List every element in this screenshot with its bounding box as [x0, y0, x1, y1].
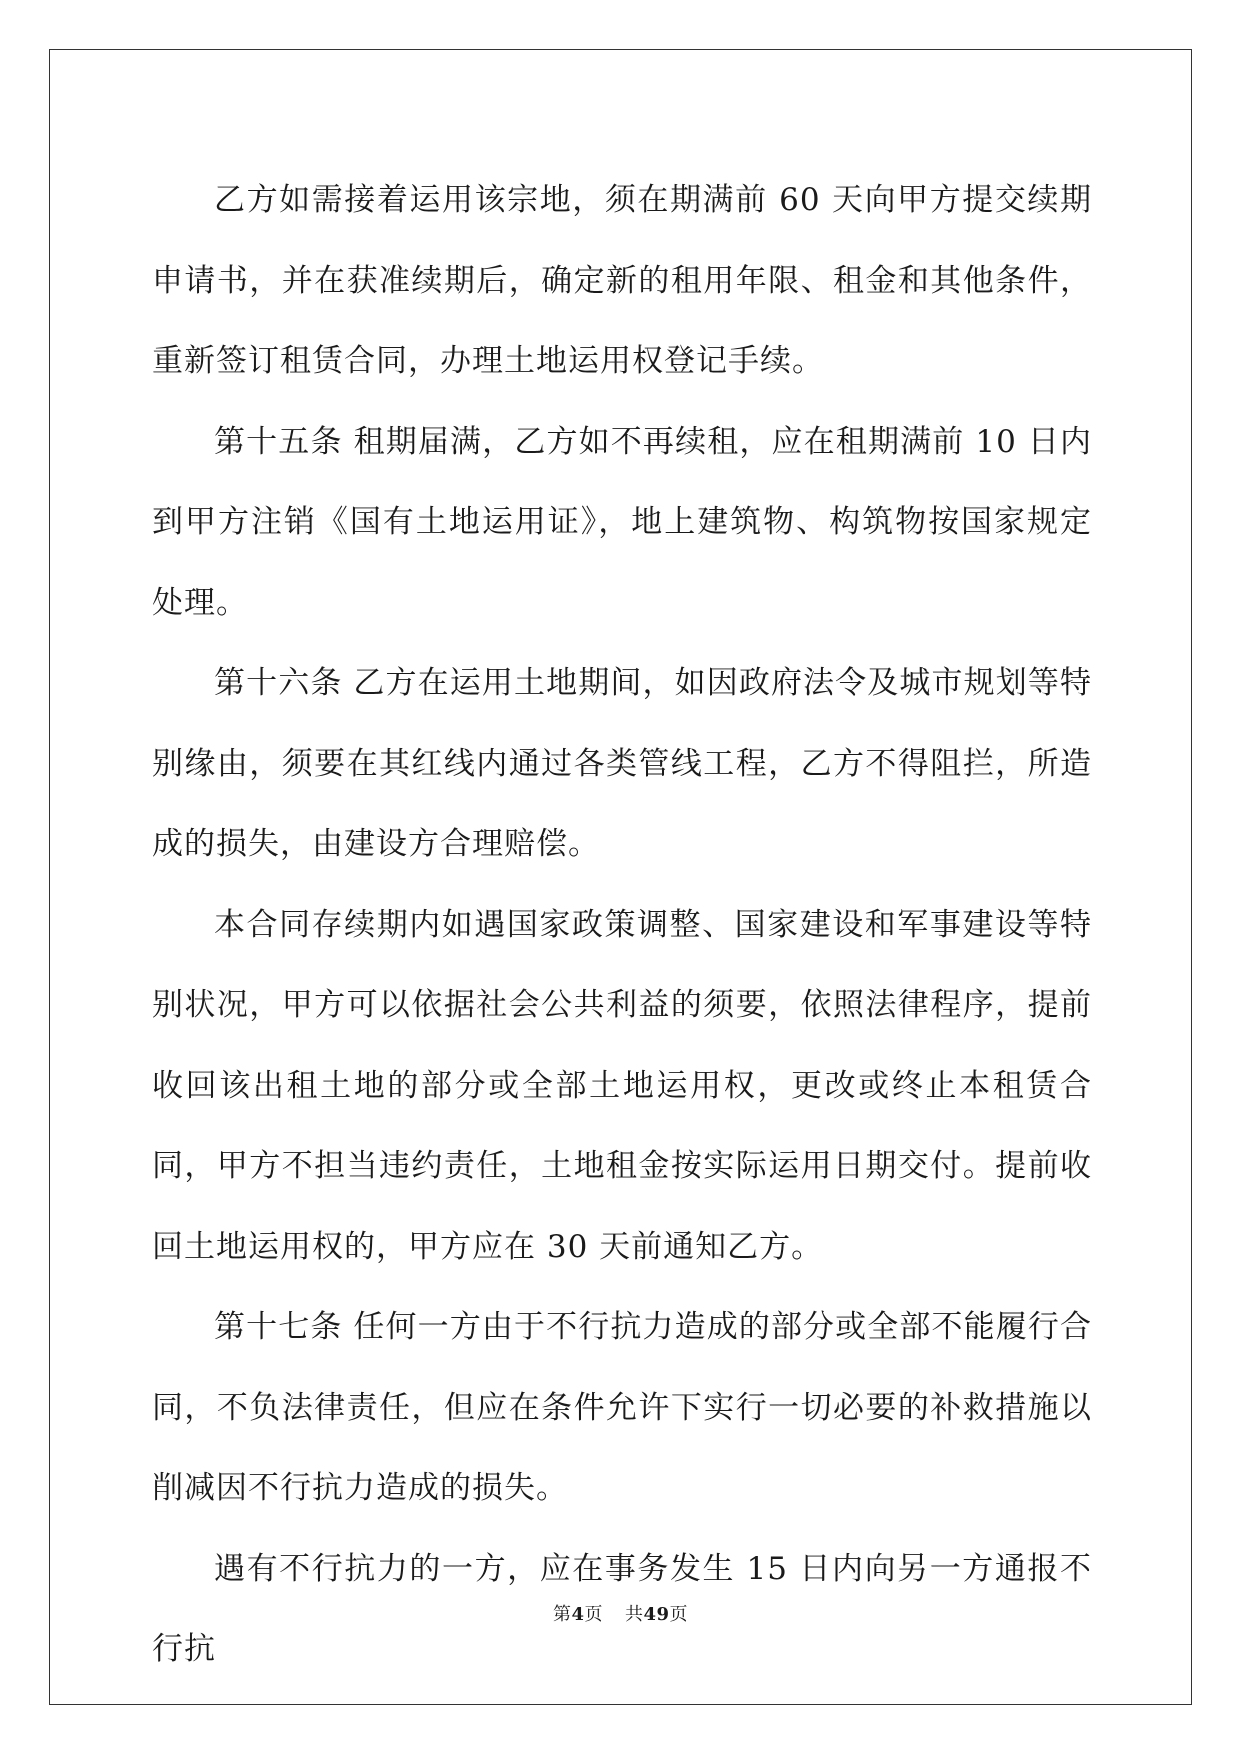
total-suffix: 页	[669, 1604, 689, 1625]
total-pages: 49	[643, 1604, 670, 1625]
total-prefix: 共	[624, 1604, 644, 1625]
paragraph-article-15: 第十五条 租期届满，乙方如不再续租，应在租期满前 10 日内到甲方注销《国有土地运用证》，地上建筑物、构筑物按国家规定处理。	[152, 423, 1092, 621]
page-number: 4	[571, 1604, 585, 1625]
paragraph-renewal: 乙方如需接着运用该宗地，须在期满前 60 天向甲方提交续期申请书，并在获准续期后，确定新的租用年限、租金和其他条件，重新签订租赁合同，办理土地运用权登记手续。	[152, 182, 1092, 379]
paragraph-policy-adjustment: 本合同存续期内如遇国家政策调整、国家建设和军事建设等特别状况，甲方可以依据社会公共利益的须要，依照法律程序，提前收回该出租土地的部分或全部土地运用权，更改或终止本租赁合同，甲方不担当违约责任，土地租金按实际运用日期交付。提前收回土地运用权的，甲方应在 30 天前通知乙方。	[152, 906, 1092, 1265]
document-body	[152, 160, 1092, 1690]
page-prefix: 第	[552, 1604, 572, 1625]
paragraph-article-16: 第十六条 乙方在运用土地期间，如因政府法令及城市规划等特别缘由，须要在其红线内通过各类管线工程，乙方不得阻拦，所造成的损失，由建设方合理赔偿。	[152, 665, 1092, 862]
page-footer	[0, 1600, 1241, 1626]
paragraph-force-majeure-notice: 遇有不行抗力的一方，应在事务发生 15 日内向另一方通报不行抗	[152, 1550, 1092, 1667]
page-suffix: 页	[584, 1604, 603, 1625]
paragraph-article-17: 第十七条 任何一方由于不行抗力造成的部分或全部不能履行合同，不负法律责任，但应在条件允许下实行一切必要的补救措施以削减因不行抗力造成的损失。	[152, 1309, 1092, 1506]
